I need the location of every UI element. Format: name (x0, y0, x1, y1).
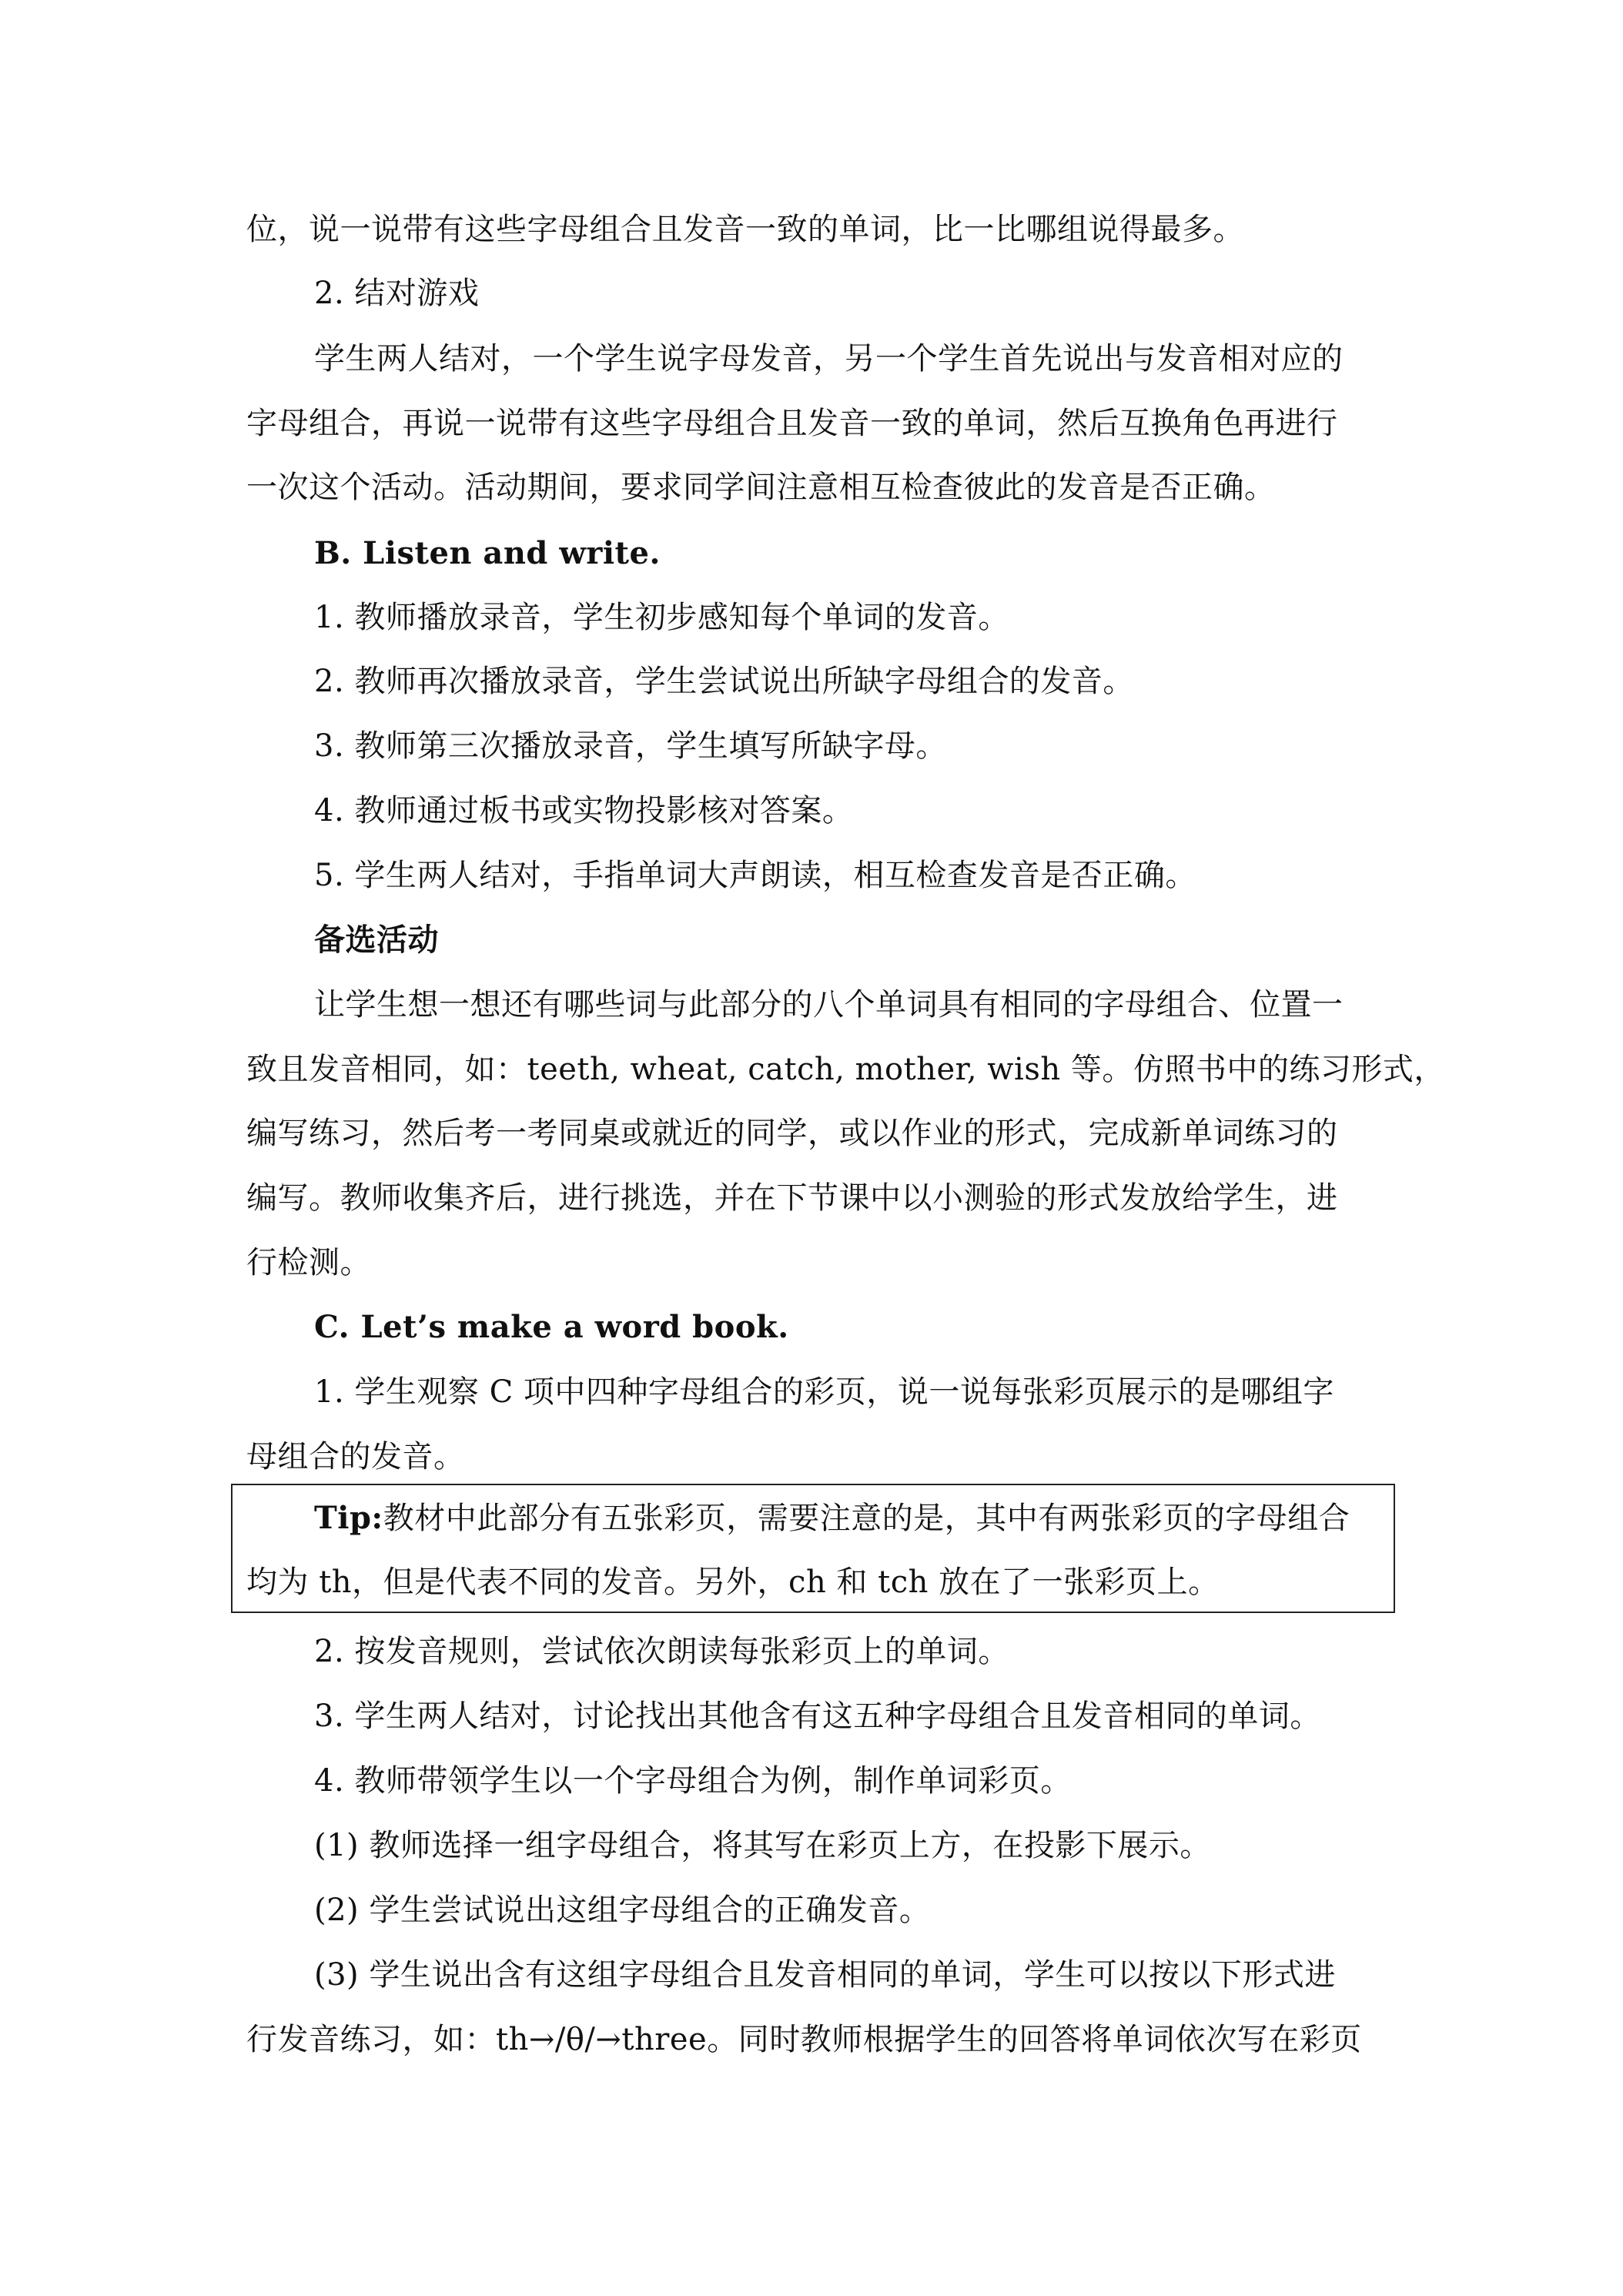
tip-line-2: 均为 th，但是代表不同的发音。另外，ch 和 tch 放在了一张彩页上。 (246, 1565, 1220, 1600)
paragraph-line: 让学生想一想还有哪些词与此部分的八个单词具有相同的字母组合、位置一 (314, 987, 1344, 1022)
list-item: 3. 学生两人结对，讨论找出其他含有这五种字母组合且发音相同的单词。 (314, 1699, 1321, 1734)
sub-list-item: (1) 教师选择一组字母组合，将其写在彩页上方，在投影下展示。 (314, 1828, 1211, 1863)
section-heading-listen-write: B. Listen and write. (314, 535, 661, 571)
paragraph-line: 母组合的发音。 (246, 1439, 465, 1474)
list-item: 1. 学生观察 C 项中四种字母组合的彩页，说一说每张彩页展示的是哪组字 (314, 1374, 1334, 1410)
list-item: 2. 教师再次播放录音，学生尝试说出所缺字母组合的发音。 (314, 664, 1134, 699)
sub-list-item: (3) 学生说出含有这组字母组合且发音相同的单词，学生可以按以下形式进 (314, 1957, 1336, 1993)
sub-list-item: (2) 学生尝试说出这组字母组合的正确发音。 (314, 1893, 931, 1928)
paragraph-line: 学生两人结对，一个学生说字母发音，另一个学生首先说出与发音相对应的 (314, 341, 1344, 377)
tip-box (231, 1484, 1395, 1613)
list-item: 2. 按发音规则，尝试依次朗读每张彩页上的单词。 (314, 1634, 1009, 1669)
tip-text-1: 教材中此部分有五张彩页，需要注意的是，其中有两张彩页的字母组合 (383, 1501, 1350, 1536)
paragraph-line: 字母组合，再说一说带有这些字母组合且发音一致的单词，然后互换角色再进行 (246, 406, 1338, 441)
paragraph-line: 位，说一说带有这些字母组合且发音一致的单词，比一比哪组说得最多。 (246, 212, 1244, 247)
section-heading-word-book: C. Let’s make a word book. (314, 1309, 789, 1345)
list-item: 3. 教师第三次播放录音，学生填写所缺字母。 (314, 728, 947, 764)
tip-line-1 (314, 1498, 1350, 1538)
section-heading-pair-game: 2. 结对游戏 (314, 276, 480, 311)
list-item: 5. 学生两人结对，手指单词大声朗读，相互检查发音是否正确。 (314, 858, 1196, 893)
paragraph-line: 行检测。 (246, 1245, 371, 1280)
paragraph-line: 编写。教师收集齐后，进行挑选，并在下节课中以小测验的形式发放给学生，进 (246, 1180, 1338, 1216)
paragraph-line: 编写练习，然后考一考同桌或就近的同学，或以作业的形式，完成新单词练习的 (246, 1116, 1338, 1151)
section-heading-optional-activity: 备选活动 (314, 922, 439, 958)
list-item: 4. 教师通过板书或实物投影核对答案。 (314, 793, 854, 828)
paragraph-line: 一次这个活动。活动期间，要求同学间注意相互检查彼此的发音是否正确。 (246, 470, 1276, 505)
list-item: 4. 教师带领学生以一个字母组合为例，制作单词彩页。 (314, 1763, 1072, 1799)
list-item: 1. 教师播放录音，学生初步感知每个单词的发音。 (314, 600, 1009, 635)
paragraph-line: 行发音练习，如：th→/θ/→three。同时教师根据学生的回答将单词依次写在彩页 (246, 2022, 1362, 2057)
tip-label: Tip: (314, 1500, 383, 1536)
paragraph-line: 致且发音相同，如：teeth, wheat, catch, mother, wish 等。仿照书中的练习形式， (246, 1052, 1445, 1087)
